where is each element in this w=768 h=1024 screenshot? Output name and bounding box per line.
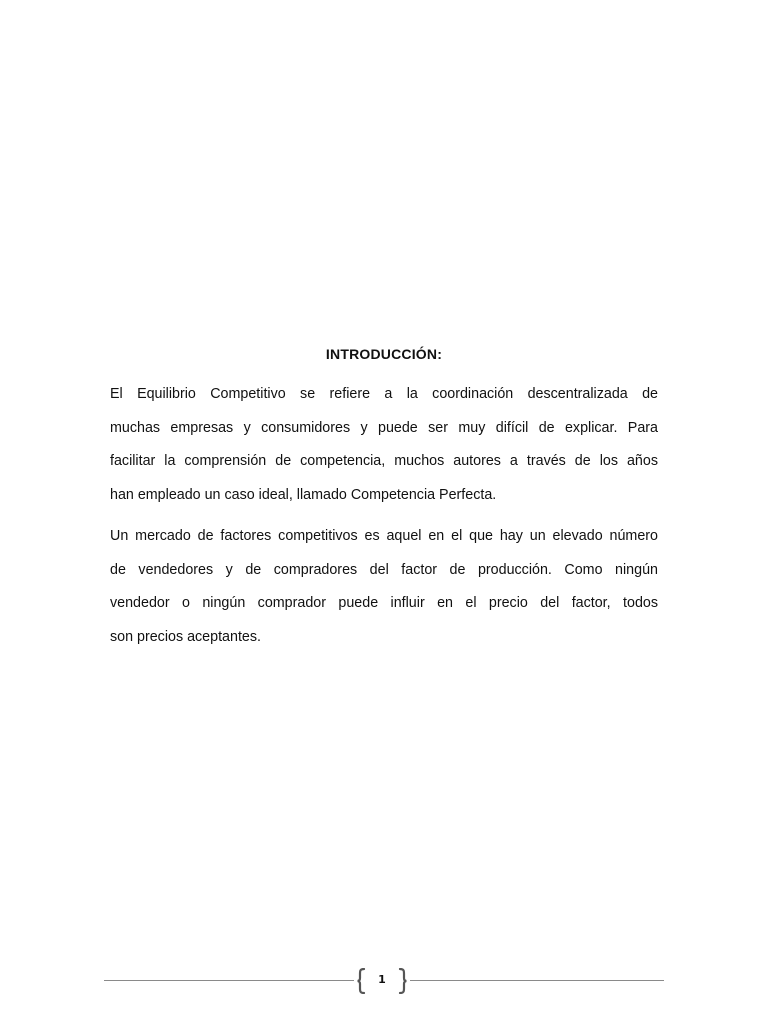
paragraph-line: de vendedores y de compradores del factor de producción. Como ningún: [110, 561, 658, 578]
page-title: INTRODUCCIÓN:: [325, 346, 443, 362]
right-brace-icon: [398, 968, 408, 994]
page-number-frame: [356, 966, 408, 996]
paragraph-line: vendedor o ningún comprador puede influir en el precio del factor, todos: [110, 595, 658, 612]
page-number: 1: [378, 973, 386, 986]
paragraph-line: facilitar la comprensión de competencia, muchos autores a través de los años: [110, 453, 658, 470]
paragraph-line: han empleado un caso ideal, llamado Competencia Perfecta.: [110, 486, 497, 503]
paragraph-line: muchas empresas y consumidores y puede ser muy difícil de explicar. Para: [110, 419, 658, 436]
paragraph-line: Un mercado de factores competitivos es aquel en el que hay un elevado número: [110, 528, 658, 544]
paragraph-line: son precios aceptantes.: [110, 628, 262, 645]
paragraph-1: [110, 378, 658, 512]
footer-rule-left: [104, 980, 354, 981]
page-footer: [104, 966, 664, 996]
paragraph-line: El Equilibrio Competitivo se refiere a la coordinación descentralizada de: [110, 386, 658, 402]
footer-rule-right: [410, 980, 664, 981]
paragraph-2: [110, 520, 658, 654]
